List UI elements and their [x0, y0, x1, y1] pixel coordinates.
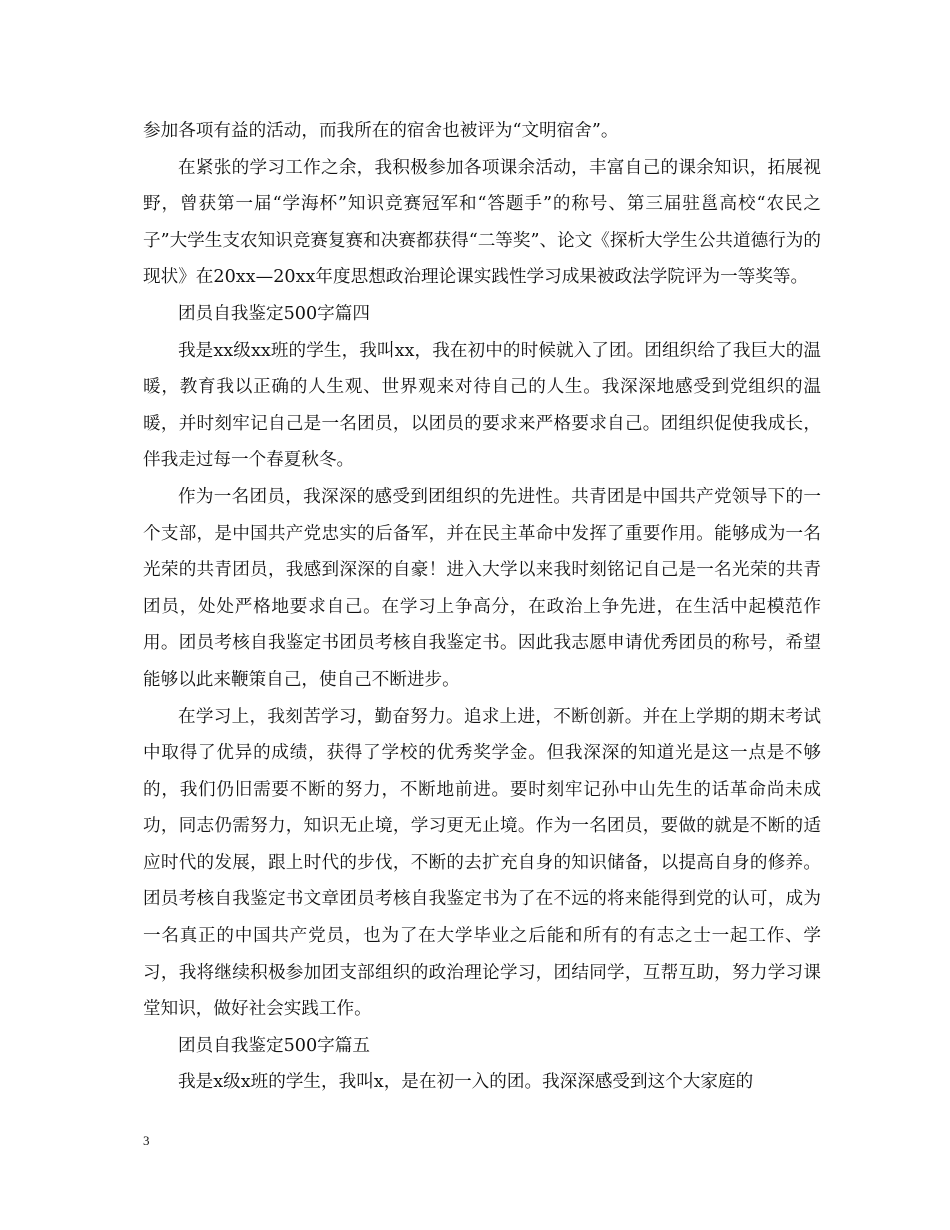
paragraph-study: 在学习上，我刻苦学习，勤奋努力。追求上进，不断创新。并在上学期的期末考试中取得了优异的成绩，获得了学校的优秀奖学金。但我深深的知道光是这一点是不够的，我们仍旧需要不断的努力，不断地前进。要时刻牢记孙中山先生的话革命尚未成功，同志仍需努力，知识无止境，学习更无止境。作为一名团员，要做的就是不断的适应时代的发展，跟上时代的步伐，不断的去扩充自身的知识储备，以提高自身的修养。团员考核自我鉴定书文章团员考核自我鉴定书为了在不远的将来能得到党的认可，成为一名真正的中国共产党员，也为了在大学毕业之后能和所有的有志之士一起工作、学习，我将继续积极参加团支部组织的政治理论学习，团结同学，互帮互助，努力学习课堂知识，做好社会实践工作。 — [143, 706, 821, 1020]
paragraph-league-member: 作为一名团员，我深深的感受到团组织的先进性。共青团是中国共产党领导下的一个支部，是中国共产党忠实的后备军，并在民主革命中发挥了重要作用。能够成为一名光荣的共青团员，我感到深深的自豪！进入大学以来我时刻铭记自己是一名光荣的共青团员，处处严格地要求自己。在学习上争高分，在政治上争先进，在生活中起模范作用。团员考核自我鉴定书团员考核自我鉴定书。因此我志愿申请优秀团员的称号，希望能够以此来鞭策自己，使自己不断进步。 — [143, 486, 821, 690]
paragraph-intro-five: 我是x级x班的学生，我叫x，是在初一入的团。我深深感受到这个大家庭的 — [178, 1072, 754, 1093]
section-heading-part-four: 团员自我鉴定500字篇四 — [178, 303, 370, 324]
paragraph-continuation: 参加各项有益的活动，而我所在的宿舍也被评为“文明宿舍”。 — [143, 121, 619, 141]
section-heading-part-five: 团员自我鉴定500字篇五 — [178, 1035, 370, 1056]
paragraph-intro-four: 我是xx级xx班的学生，我叫xx，我在初中的时候就入了团。团组织给了我巨大的温暖，教育我以正确的人生观、世界观来对待自己的人生。我深深地感受到党组织的温暖，并时刻牢记自己是一名团员，以团员的要求来严格要求自己。团组织促使我成长，伴我走过每一个春夏秋冬。 — [143, 340, 821, 471]
page-number: 3 — [143, 1133, 150, 1148]
paragraph-extracurricular: 在紧张的学习工作之余，我积极参加各项课余活动，丰富自己的课余知识，拓展视野，曾获第一届“学海杯”知识竞赛冠军和“答题手”的称号、第三届驻邕高校“农民之子”大学生支农知识竞赛复赛和决赛都获得“二等奖”、论文《探析大学生公共道德行为的现状》在20xx—20xx年度思想政治理论课实践性学习成果被政法学院评为一等奖等。 — [143, 157, 821, 288]
document-body — [143, 113, 821, 1101]
